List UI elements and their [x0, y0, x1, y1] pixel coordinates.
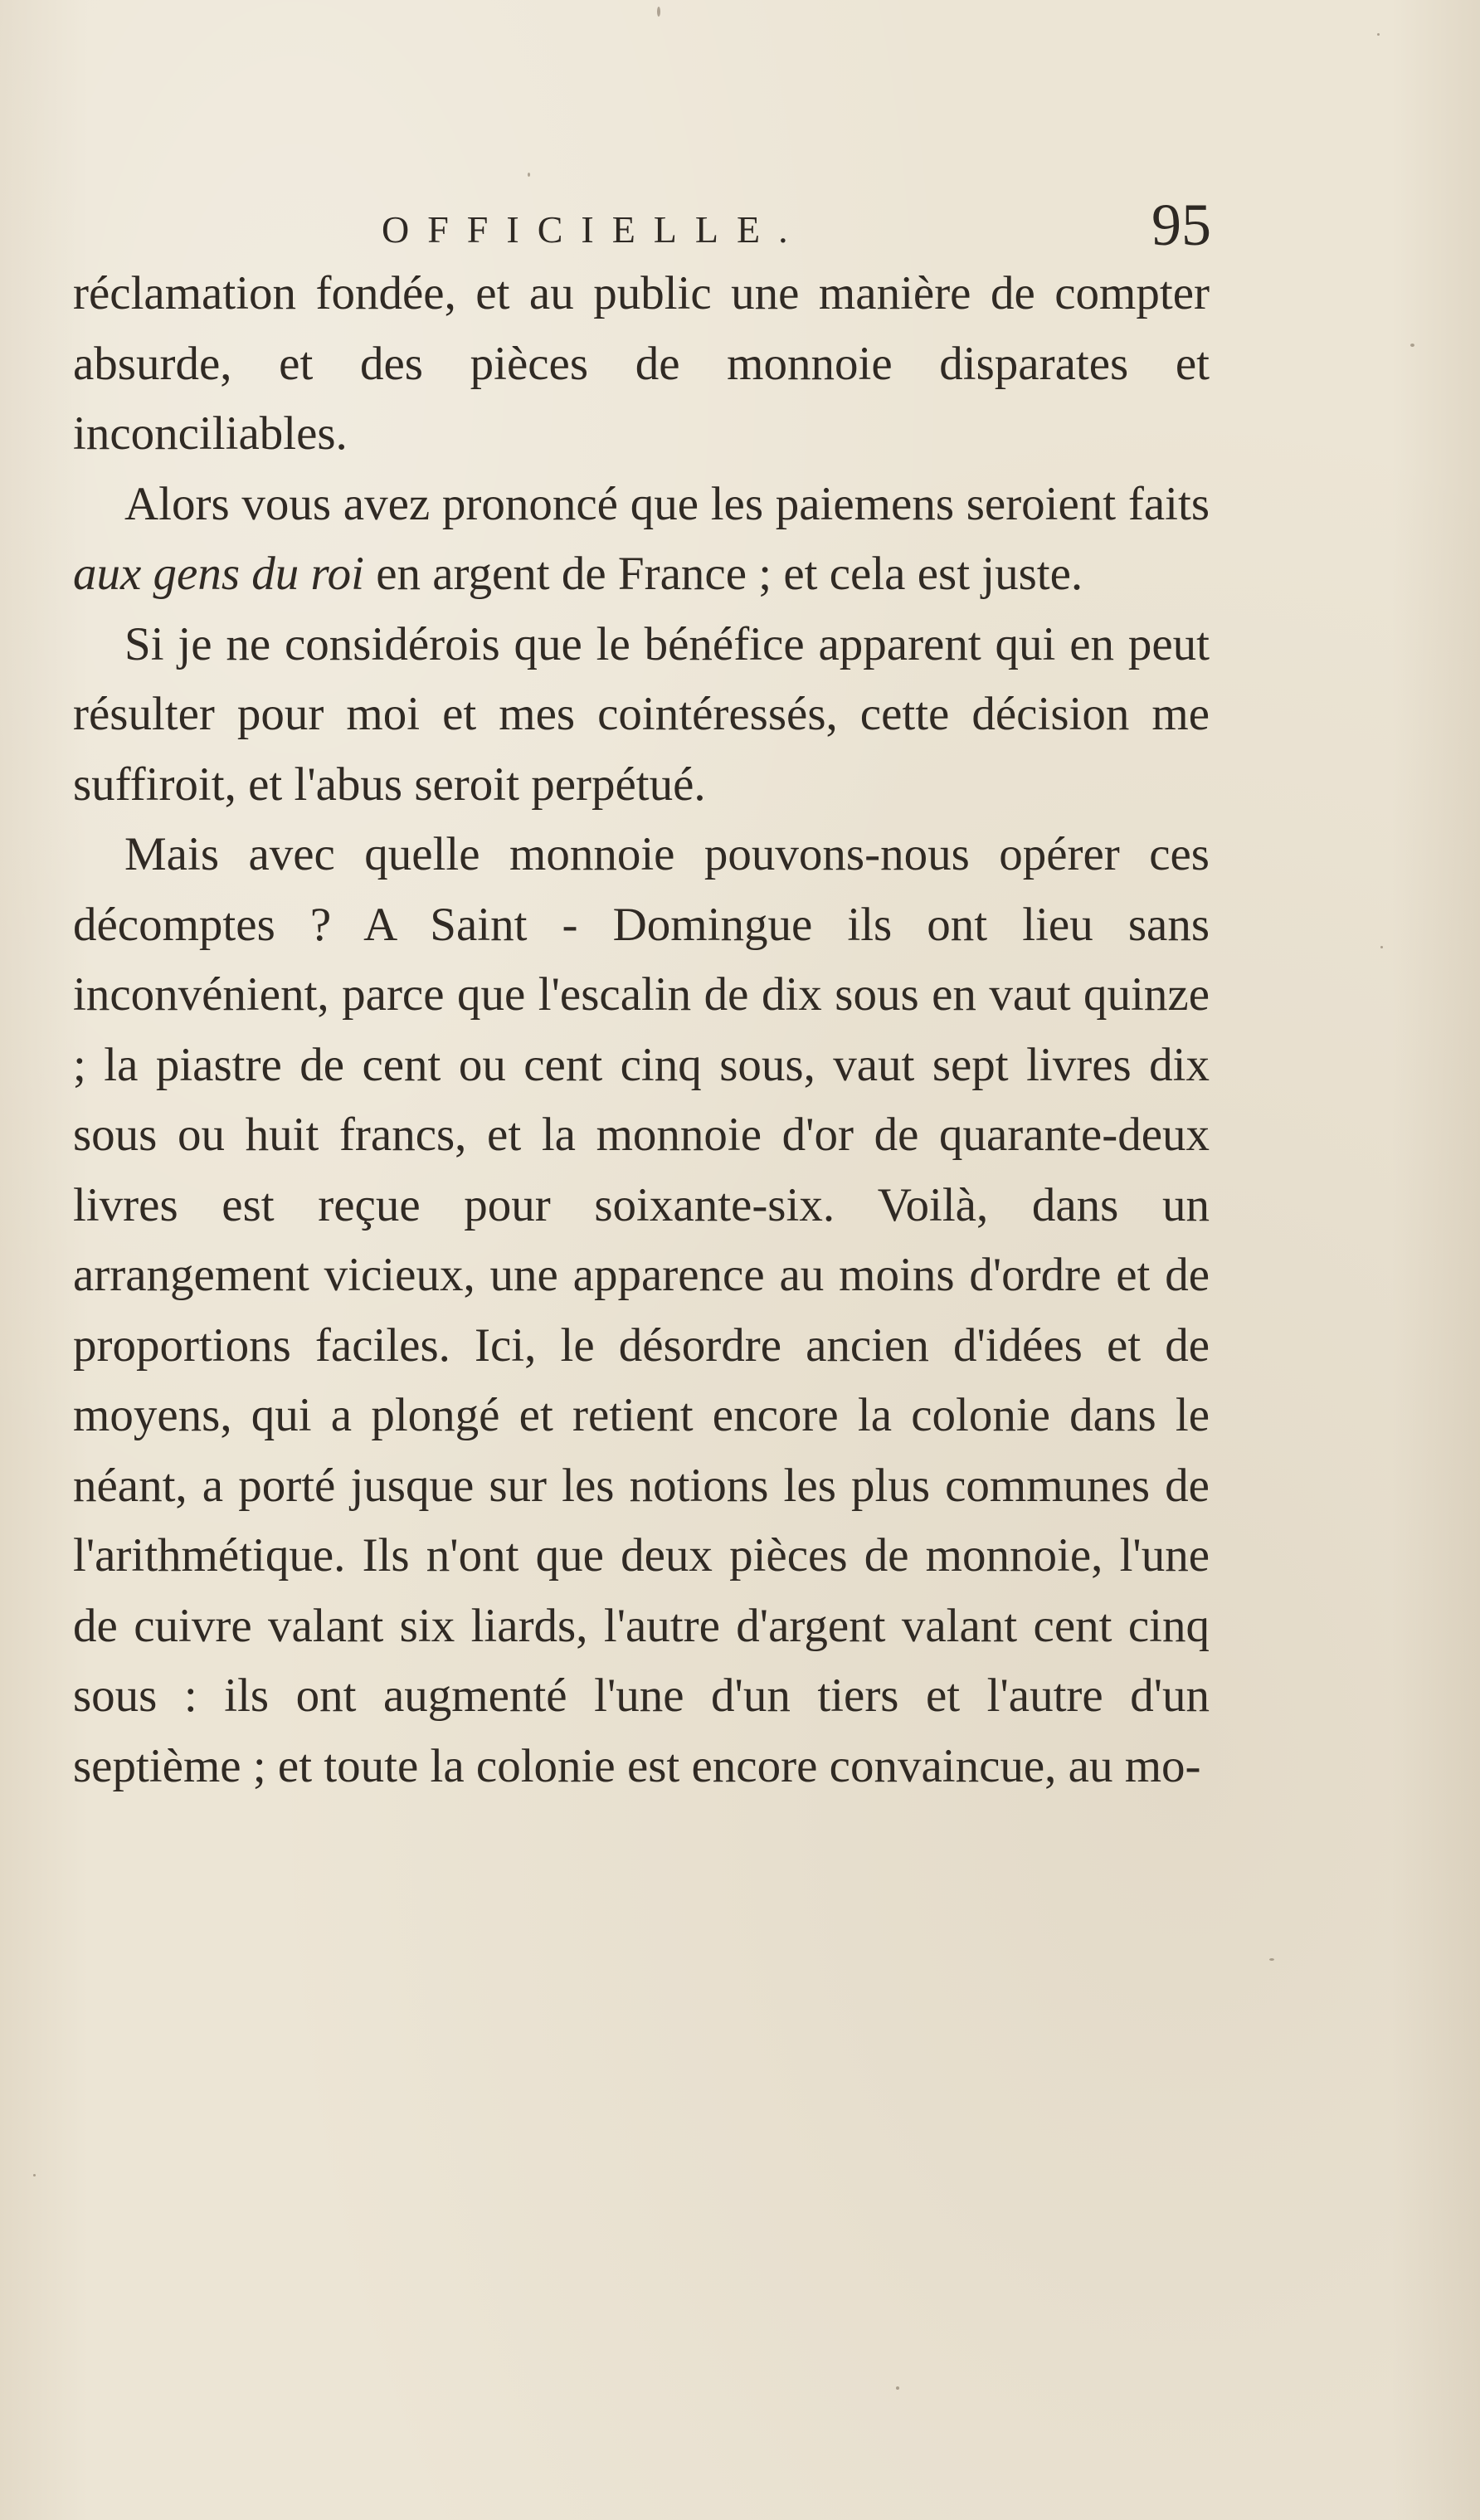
paper-speck [1380, 946, 1383, 948]
paragraph-2-after: en argent de France ; et cela est juste. [363, 548, 1083, 600]
paragraph-2 [73, 470, 1210, 610]
paragraph-4: Mais avec quelle monnoie pouvons-nous opérer ces décomptes ? A Saint - Domingue ils ont lieu sans inconvénient, parce que l'escalin de dix sous en vaut quinze ; la piastre de cent ou cent cinq sous, vaut sept livres dix sous ou huit francs, et la monnoie d'or de quarante-deux livres est reçue pour soixante-six. Voilà, dans un arrangement vicieux, une apparence au moins d'ordre et de proportions faciles. Ici, le désordre ancien d'idées et de moyens, qui a plongé et retient encore la colonie dans le néant, a porté jusque sur les notions les plus communes de l'arithmétique. Ils n'ont que deux pièces de monnoie, l'une de cuivre valant six liards, l'autre d'argent valant cent cinq sous : ils ont augmenté l'une d'un tiers et l'autre d'un septième ; et toute la colonie est encore convaincue, au mo- [73, 828, 1210, 1792]
paper-speck [1269, 1958, 1274, 1961]
paper-speck [33, 2174, 36, 2176]
page-number: 95 [1151, 192, 1211, 258]
paper-speck [1377, 33, 1380, 36]
paragraph-1: réclamation fondée, et au public une manière de compter absurde, et des pièces de monnoie disparates et inconciliables. [73, 267, 1210, 460]
paper-speck [896, 2386, 899, 2390]
paragraph-3: Si je ne considérois que le bénéfice apparent qui en peut résulter pour moi et mes cointéressés, cette décision me suffiroit, et l'abus seroit perpétué. [73, 617, 1210, 811]
paper-speck [657, 7, 660, 17]
body-text [73, 259, 1210, 1801]
running-head: OFFICIELLE. [382, 208, 806, 251]
paragraph-2-before: Alors vous avez prononcé que les paiemens seroient faits [124, 477, 1210, 530]
paper-speck [1410, 344, 1414, 347]
paragraph-2-italic: aux gens du roi [73, 548, 364, 600]
paper-speck [528, 173, 530, 177]
